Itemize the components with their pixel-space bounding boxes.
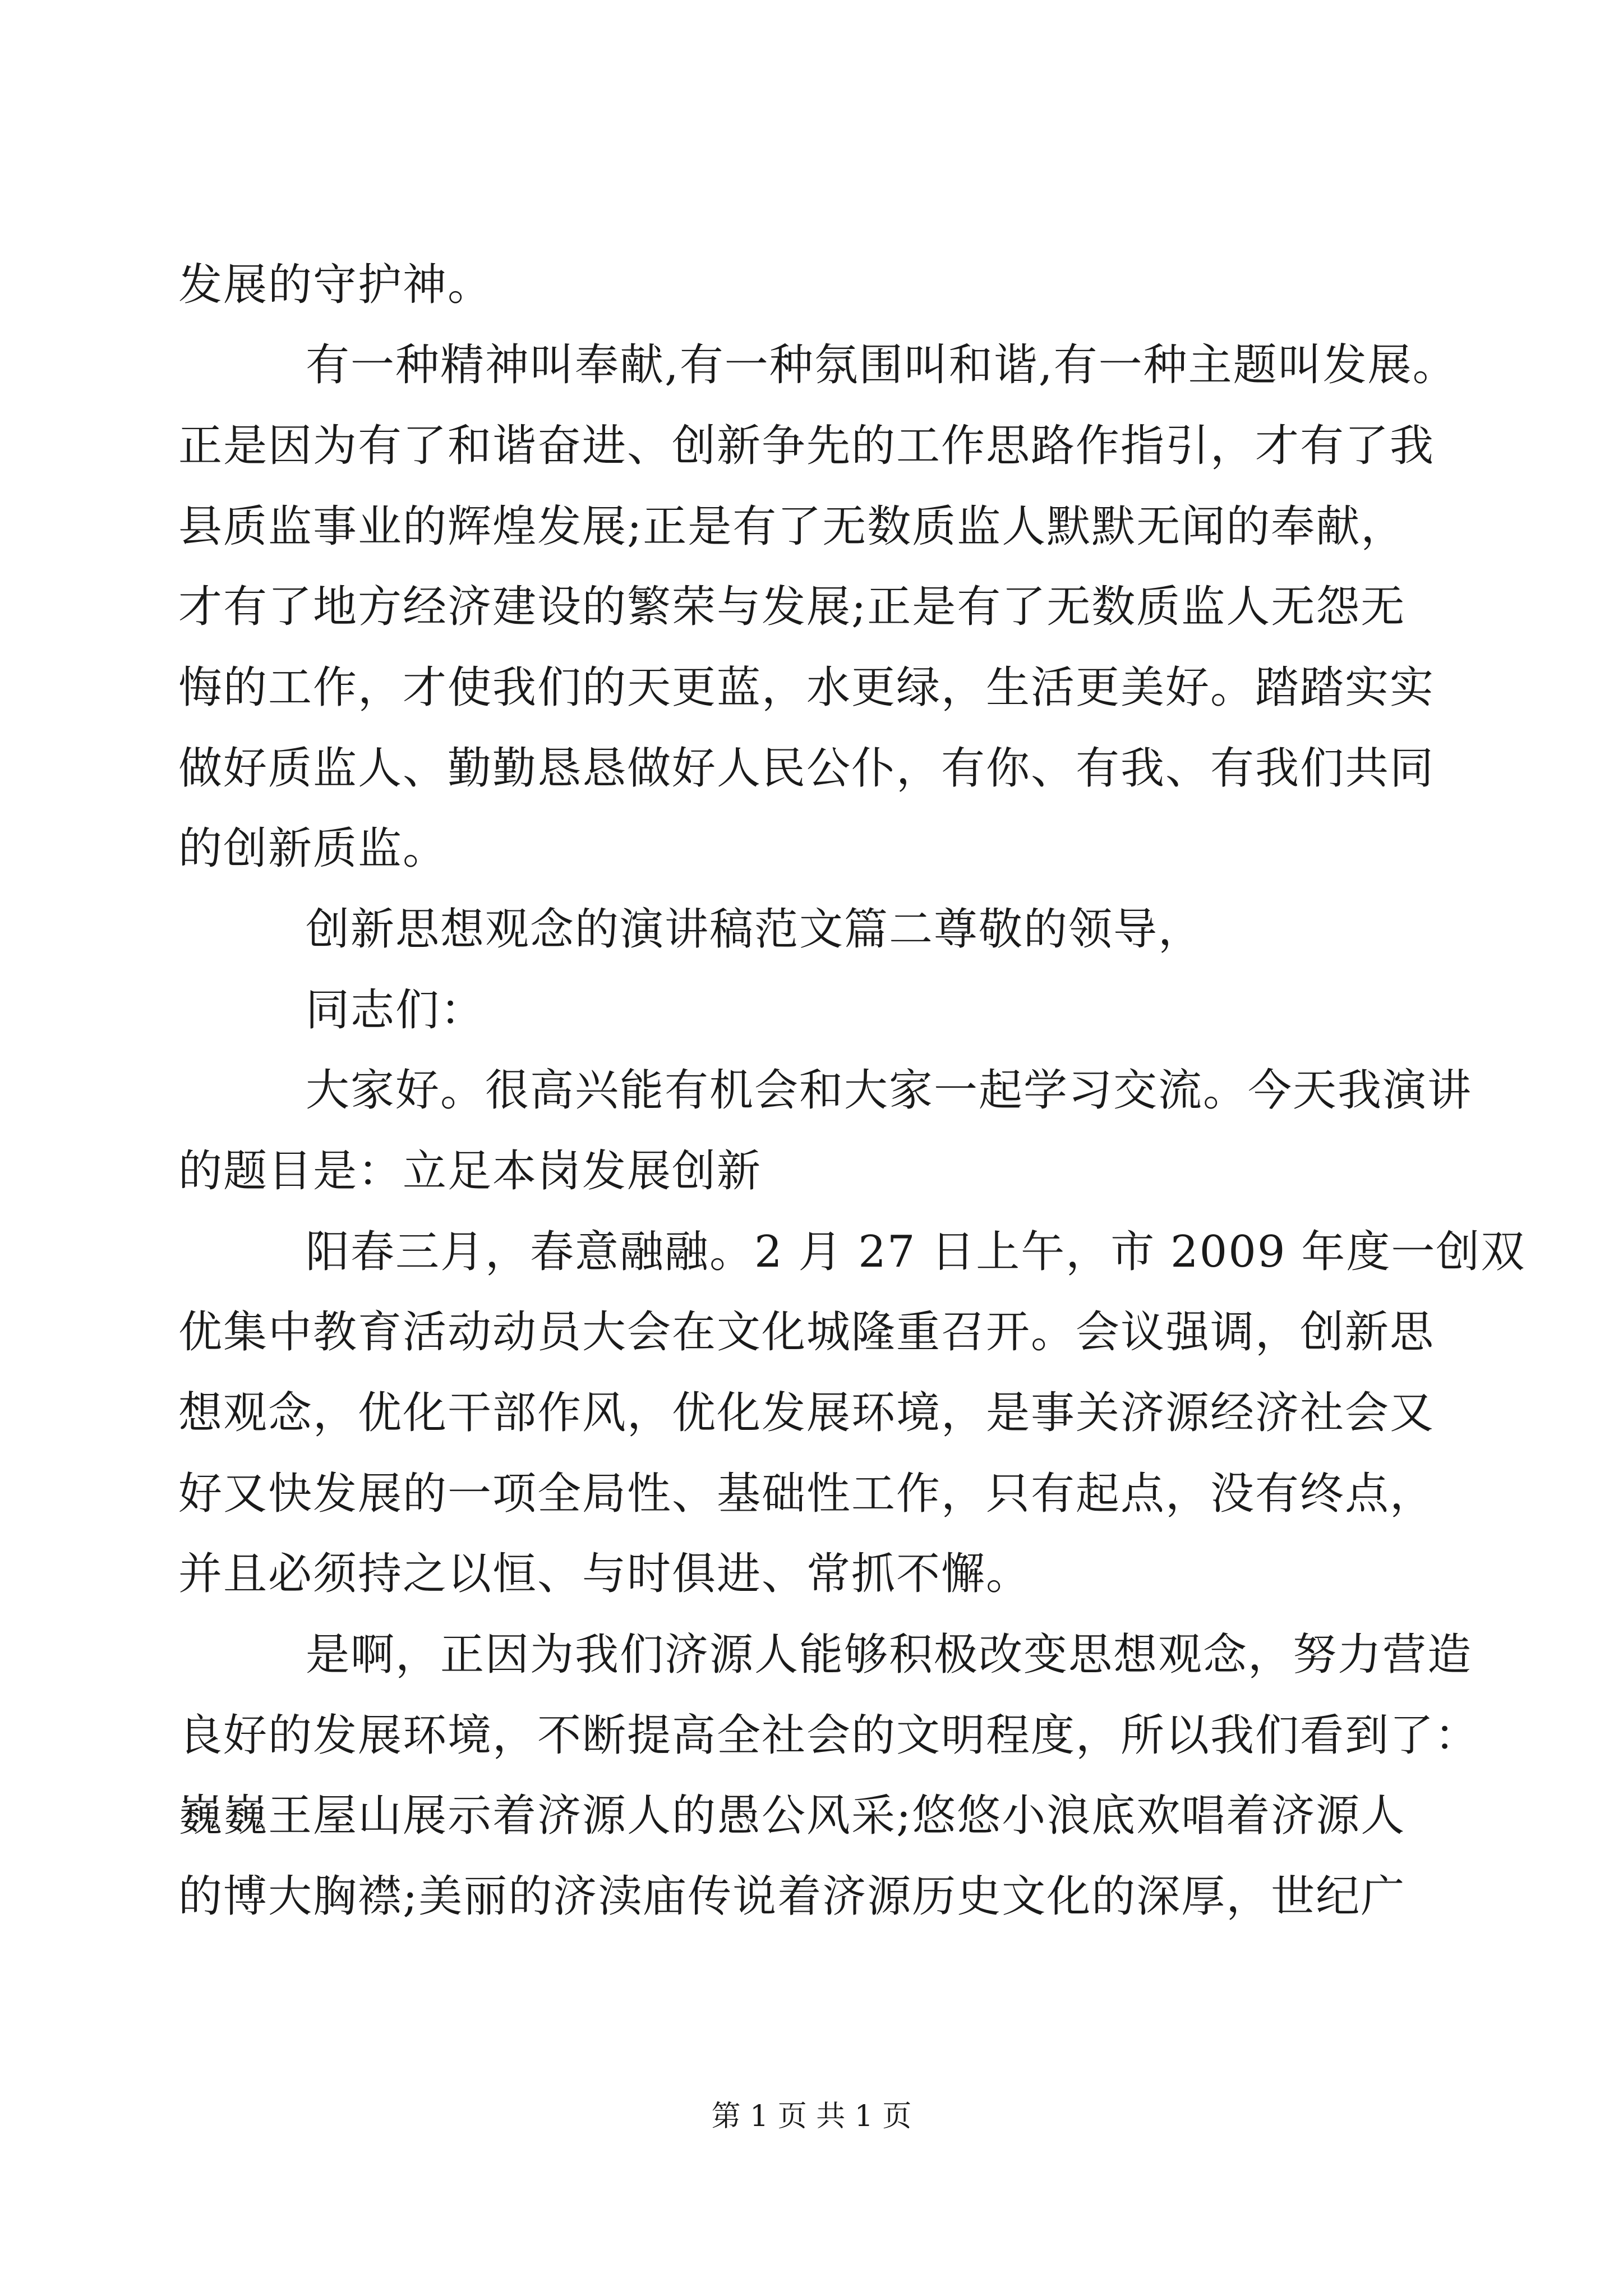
text-line-7: 做好质监人、勤勤恳恳做好人民公仆，有你、有我、有我们共同 (178, 743, 1435, 794)
text-line-4: 县质监事业的辉煌发展;正是有了无数质监人默默无闻的奉献， (178, 501, 1406, 552)
text-line-17: 并且必须持之以恒、与时俱进、常抓不懈。 (178, 1549, 1031, 1599)
text-line-19: 良好的发展环境，不断提高全社会的文明程度，所以我们看到了： (178, 1710, 1480, 1761)
text-line-5: 才有了地方经济建设的繁荣与发展;正是有了无数质监人无怨无 (178, 582, 1406, 632)
text-line-2: 有一种精神叫奉献,有一种氛围叫和谐,有一种主题叫发展。 (306, 340, 1458, 390)
text-line-21: 的博大胸襟;美丽的济渎庙传说着济源历史文化的深厚，世纪广 (178, 1871, 1406, 1922)
text-line-8: 的创新质监。 (178, 823, 448, 874)
text-line-14: 优集中教育活动动员大会在文化城隆重召开。会议强调，创新思 (178, 1307, 1435, 1358)
text-line-20: 巍巍王屋山展示着济源人的愚公风采;悠悠小浪底欢唱着济源人 (178, 1791, 1406, 1841)
text-line-18: 是啊，正因为我们济源人能够积极改变思想观念，努力营造 (306, 1630, 1473, 1680)
text-line-16: 好又快发展的一项全局性、基础性工作，只有起点，没有终点， (178, 1469, 1435, 1519)
text-line-13: 阳春三月，春意融融。2 月 27 日上午，市 2009 年度一创双 (306, 1227, 1526, 1277)
text-line-15: 想观念，优化干部作风，优化发展环境，是事关济源经济社会又 (178, 1388, 1435, 1438)
text-line-3: 正是因为有了和谐奋进、创新争先的工作思路作指引，才有了我 (178, 421, 1435, 471)
text-line-9: 创新思想观念的演讲稿范文篇二尊敬的领导， (306, 904, 1204, 955)
page-number-footer: 第 1 页 共 1 页 (711, 2100, 912, 2133)
text-line-1: 发展的守护神。 (178, 260, 493, 310)
text-line-10: 同志们： (306, 985, 486, 1036)
text-line-12: 的题目是：立足本岗发展创新 (178, 1146, 762, 1197)
text-line-11: 大家好。很高兴能有机会和大家一起学习交流。今天我演讲 (306, 1065, 1473, 1116)
text-line-6: 悔的工作，才使我们的天更蓝，水更绿，生活更美好。踏踏实实 (178, 662, 1435, 713)
